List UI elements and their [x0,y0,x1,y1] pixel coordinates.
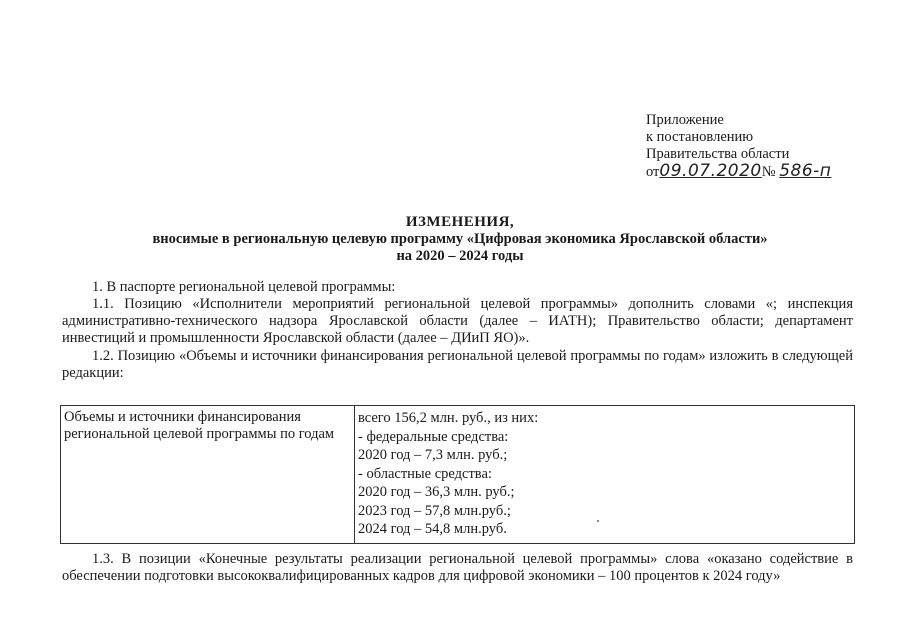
annex-line-3: Правительства области [646,146,790,162]
annex-line-2: к постановлению [646,129,754,145]
table-cell-values [355,406,855,544]
value-line-regional-header: - областные средства: [358,465,492,482]
table-cell-label: Объемы и источники финансирования региональной целевой программы по годам [61,406,355,544]
financing-table [60,405,855,544]
value-line-regional-2020: 2020 год – 36,3 млн. руб.; [358,484,515,500]
scan-speck [597,520,599,522]
paragraph-1: 1. В паспорте региональной целевой программы: [92,279,396,295]
handwritten-number: 586-п [779,161,832,181]
date-prefix: от [646,164,660,180]
annex-line-1: Приложение [646,112,724,128]
paragraph-1-1: 1.1. Позицию «Исполнители мероприятий региональной целевой программы» дополнить словами «; инспекция административно-технического надзора Ярославской области (далее – ИАТН); Правительство области; департамент инвестиций и промышленности Ярославской области (далее – ДИиП ЯО)». [62,296,853,346]
annex-block [646,112,831,181]
annex-date-line [646,163,831,181]
document-title-block [60,214,860,265]
value-line-total: всего 156,2 млн. руб., из них: [358,410,539,426]
document-subtitle-line-1: вносимые в региональную целевую программу «Цифровая экономика Ярославской области» [152,231,768,247]
document-title: ИЗМЕНЕНИЯ, [405,214,515,230]
paragraph-1-2: 1.2. Позицию «Объемы и источники финансирования региональной целевой программы по годам» изложить в следующей редакции: [62,348,853,381]
value-line-regional-2023: 2023 год – 57,8 млн.руб.; [358,502,511,519]
number-prefix: № [761,164,776,180]
value-line-federal-2020: 2020 год – 7,3 млн. руб.; [358,447,508,463]
paragraph-1-3: 1.3. В позиции «Конечные результаты реализации региональной целевой программы» слова «оказано содействие в обеспечении подготовки высококвалифицированных кадров для цифровой экономики – 100 процентов к 2024 году» [62,551,853,584]
handwritten-date: 09.07.2020 [659,161,762,181]
value-line-regional-2024: 2024 год – 54,8 млн.руб. [358,521,507,537]
table-row [61,406,855,544]
document-subtitle-line-2: на 2020 – 2024 годы [396,248,524,264]
value-line-federal-header: - федеральные средства: [358,428,509,445]
